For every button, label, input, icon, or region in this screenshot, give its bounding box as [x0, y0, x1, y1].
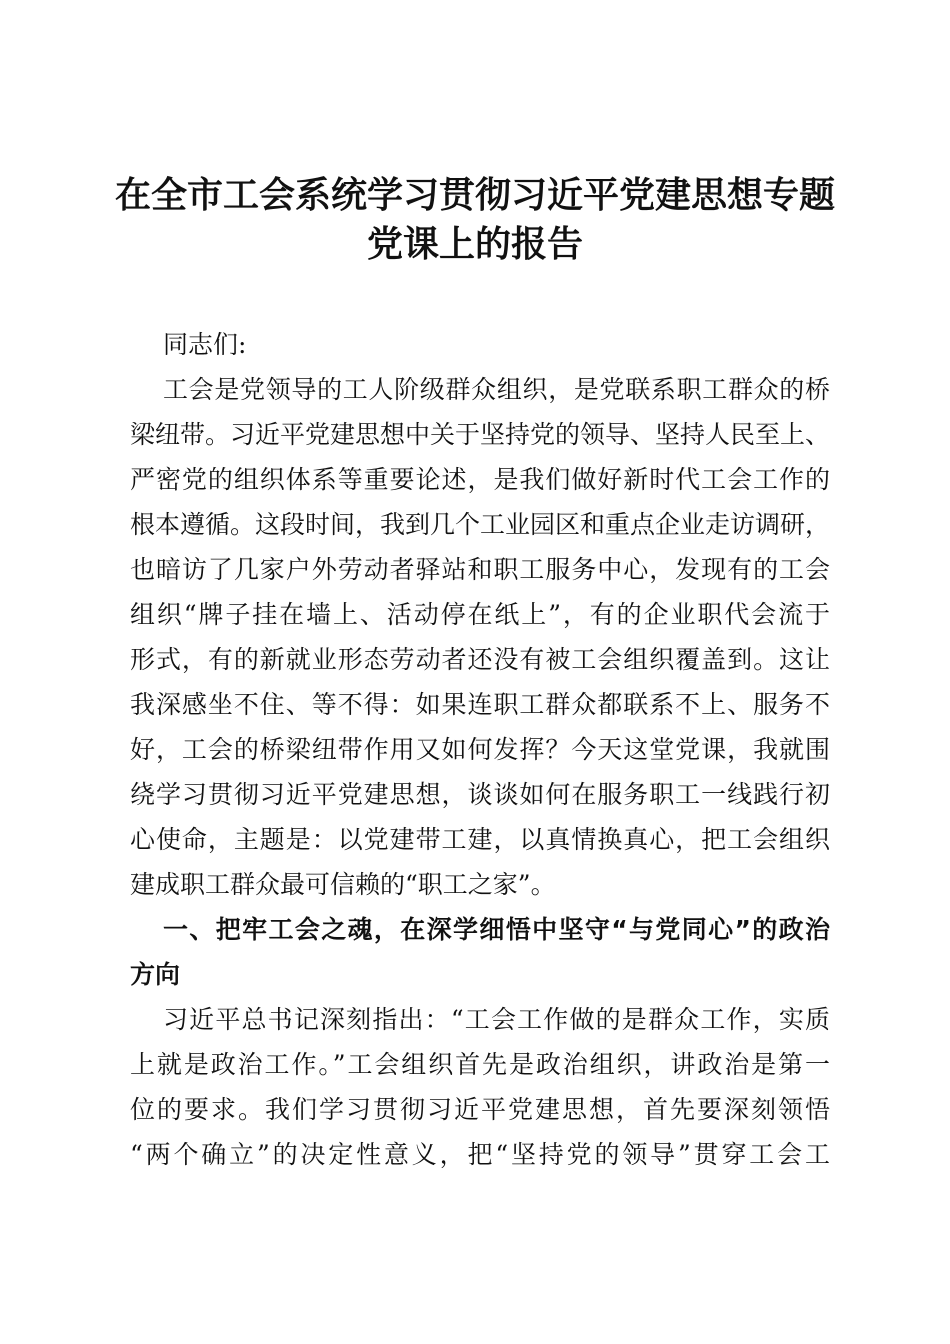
- document-title-line-1: 在全市工会系统学习贯彻习近平党建思想专题: [114, 174, 835, 216]
- paragraph-line: 形式，有的新就业形态劳动者还没有被工会组织覆盖到。这让: [130, 645, 830, 674]
- paragraph-line: 也暗访了几家户外劳动者驿站和职工服务中心，发现有的工会: [130, 555, 830, 584]
- paragraph-line: 根本遵循。这段时间，我到几个工业园区和重点企业走访调研，: [130, 510, 831, 539]
- paragraph-line: 梁纽带。习近平党建思想中关于坚持党的领导、坚持人民至上、: [130, 420, 831, 449]
- paragraph-intro: [130, 367, 830, 907]
- paragraph-section-1: [130, 997, 830, 1177]
- paragraph-line: 好，工会的桥梁纽带作用又如何发挥？今天这堂党课，我就围: [130, 735, 830, 764]
- heading-line: 方向: [130, 960, 181, 989]
- paragraph-line: 我深感坐不住、等不得：如果连职工群众都联系不上、服务不: [130, 690, 830, 719]
- paragraph-line: 位的要求。我们学习贯彻习近平党建思想，首先要深刻领悟: [130, 1095, 830, 1124]
- section-heading-1: [130, 907, 830, 997]
- paragraph-line: 组织“牌子挂在墙上、活动停在纸上”，有的企业职代会流于: [130, 600, 830, 629]
- paragraph-line: 心使命，主题是：以党建带工建，以真情换真心，把工会组织: [130, 825, 830, 854]
- paragraph-line: 工会是党领导的工人阶级群众组织，是党联系职工群众的桥: [163, 375, 830, 404]
- paragraph-line: 上就是政治工作。”工会组织首先是政治组织，讲政治是第一: [130, 1050, 830, 1079]
- document-body: [130, 322, 830, 1177]
- greeting-line: 同志们:: [163, 330, 247, 359]
- document-title-line-2: 党课上的报告: [366, 223, 583, 265]
- paragraph-line: 习近平总书记深刻指出：“工会工作做的是群众工作，实质: [163, 1005, 830, 1034]
- heading-line: 一、把牢工会之魂，在深学细悟中坚守“与党同心”的政治: [163, 915, 830, 944]
- paragraph-line: 严密党的组织体系等重要论述，是我们做好新时代工会工作的: [130, 465, 830, 494]
- paragraph-line: 绕学习贯彻习近平党建思想，谈谈如何在服务职工一线践行初: [130, 780, 830, 809]
- paragraph-line: “两个确立”的决定性意义，把“坚持党的领导”贯穿工会工: [130, 1140, 830, 1169]
- paragraph-line: 建成职工群众最可信赖的“职工之家”。: [130, 870, 556, 899]
